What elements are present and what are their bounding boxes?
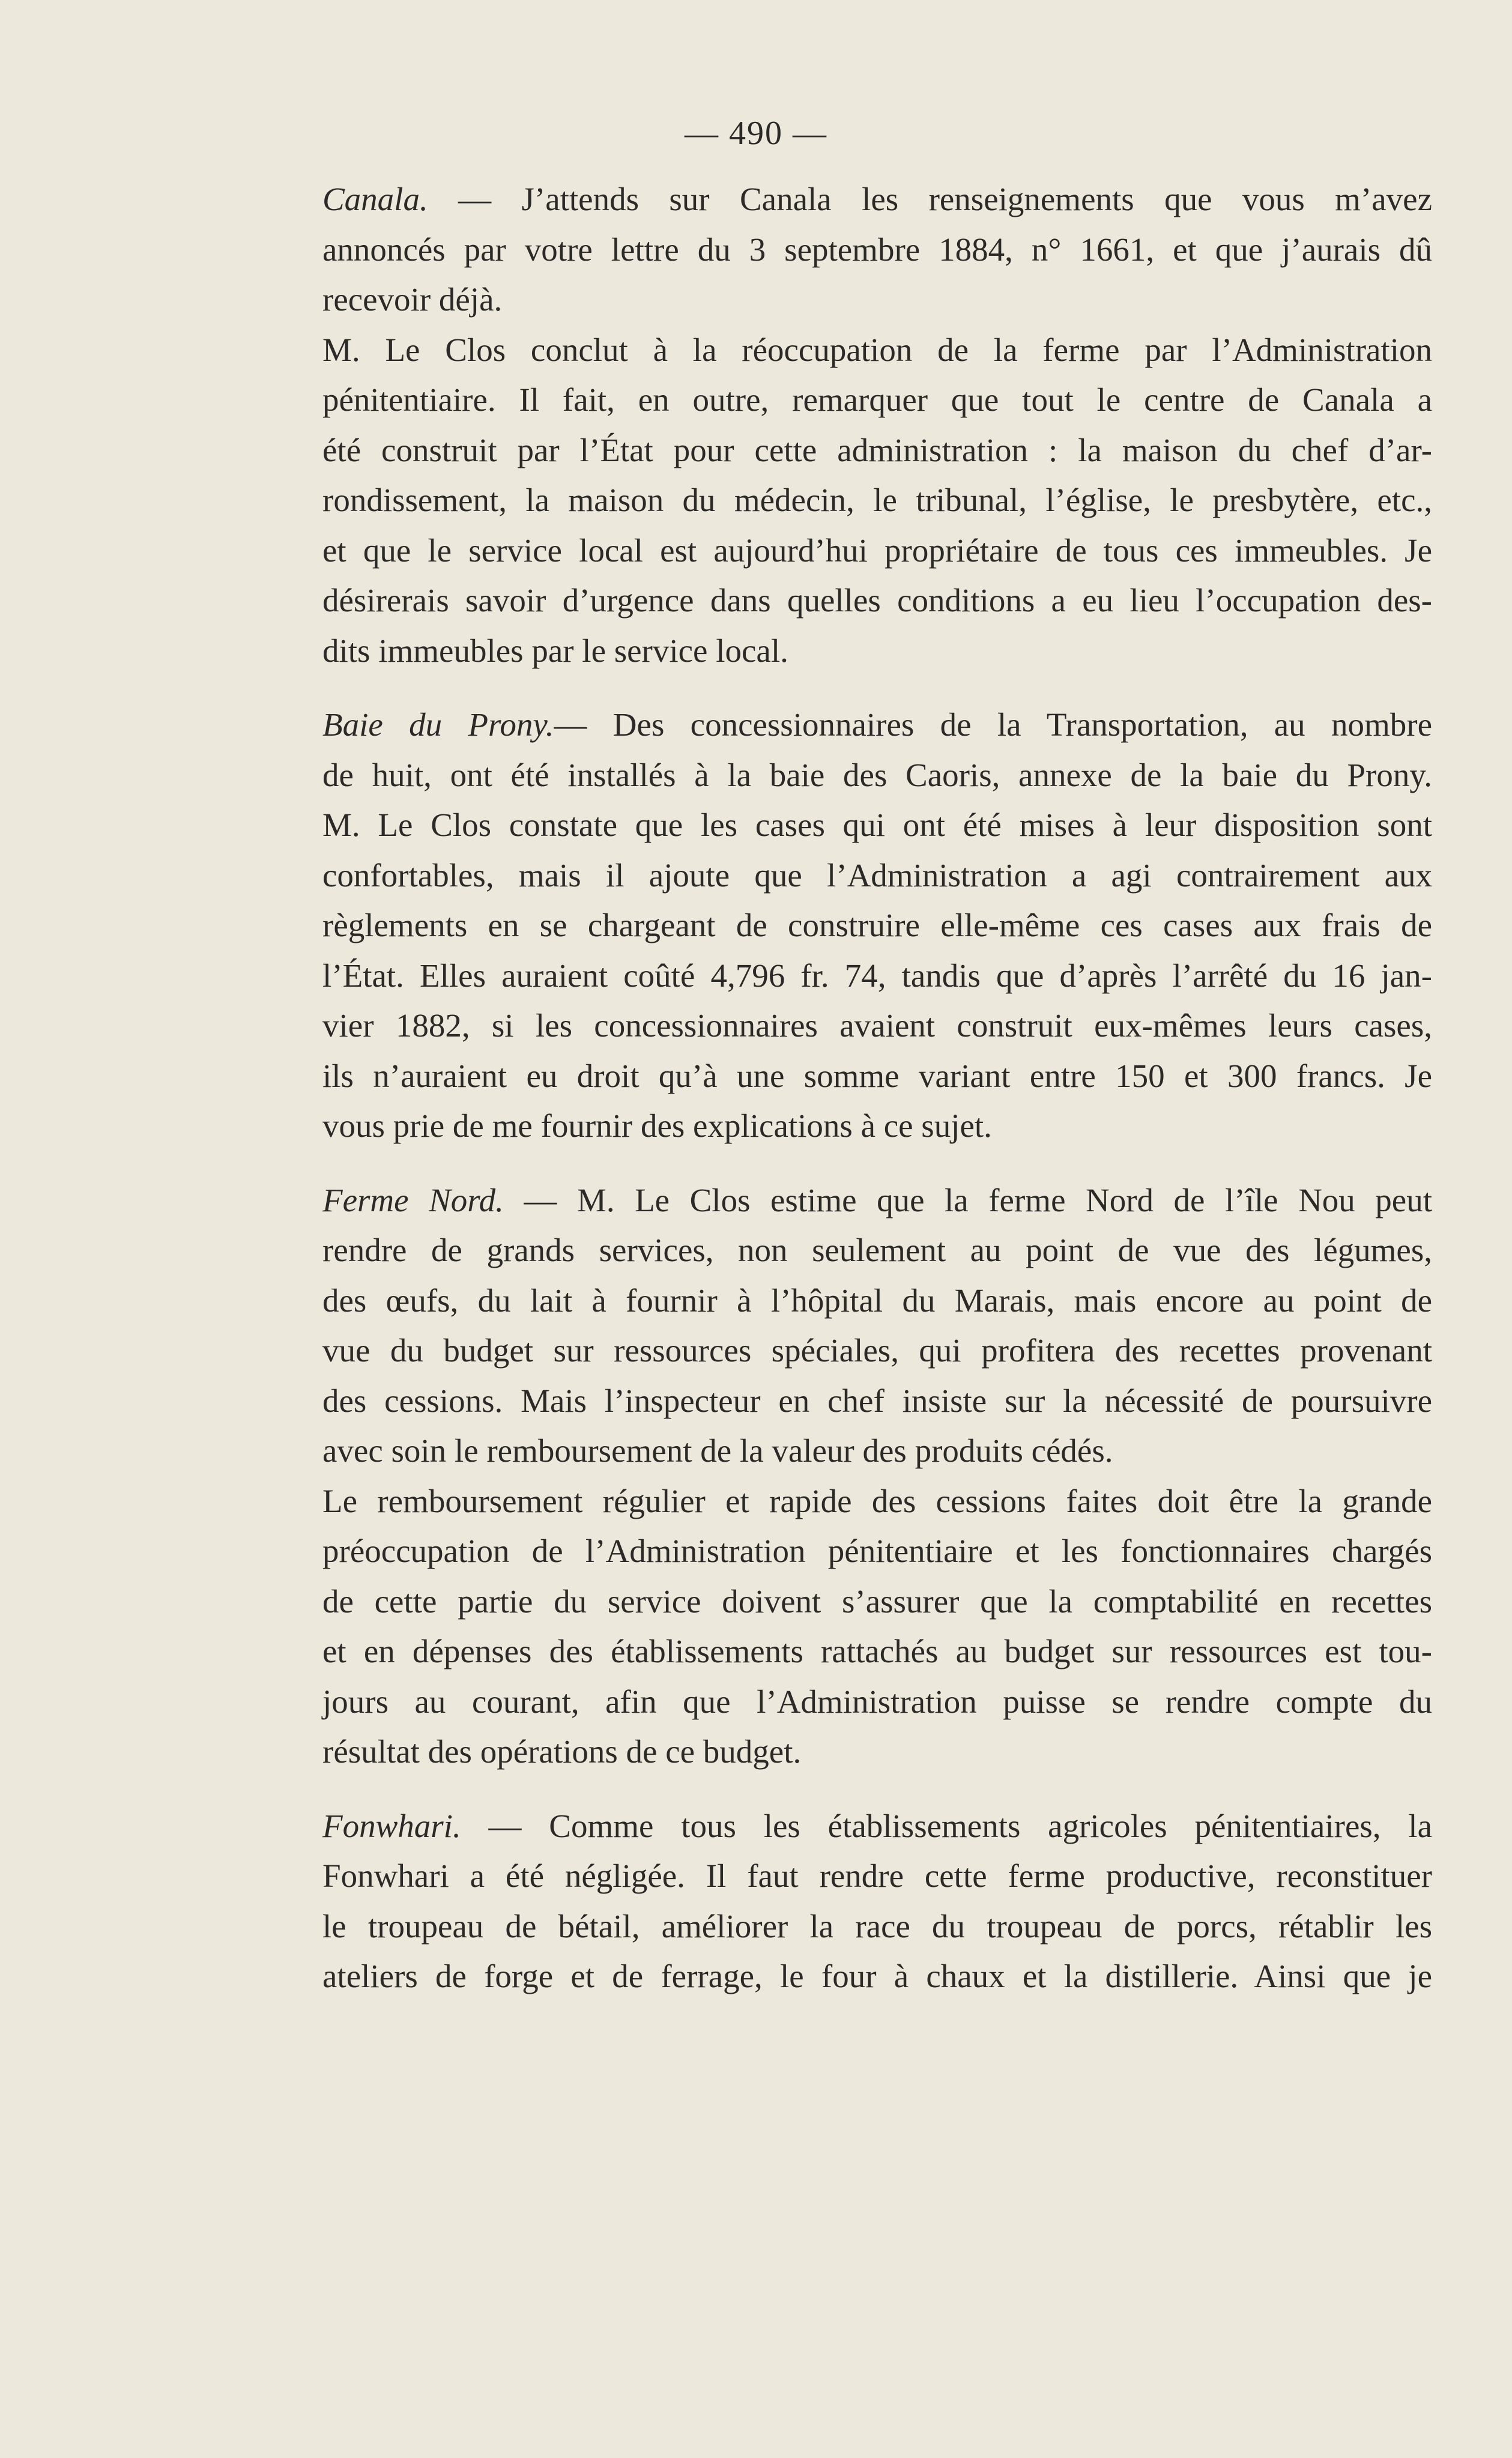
text-line: M. Le Clos constate que les cases qui ont été mises à leur disposition sont bbox=[322, 807, 1432, 843]
text-line: pénitentiaire. Il fait, en outre, remarquer que tout le centre de Canala a bbox=[322, 381, 1432, 418]
text-line: ateliers de forge et de ferrage, le four à chaux et la distillerie. Ainsi que je bbox=[322, 1958, 1432, 1994]
text-line: de cette partie du service doivent s’assurer que la comptabilité en recettes bbox=[322, 1582, 1432, 1620]
paragraph-ferme-nord-2 bbox=[279, 1476, 1432, 1777]
text-line: dits immeubles par le service local. bbox=[322, 632, 788, 669]
text-line: recevoir déjà. bbox=[322, 281, 503, 318]
section-lead-baie-du-prony: Baie du Prony. bbox=[322, 706, 554, 743]
text-line: ils n’auraient eu droit qu’à une somme variant entre 150 et 300 francs. Je bbox=[322, 1057, 1432, 1094]
text-line: vue du budget sur ressources spéciales, qui profitera des recettes provenant bbox=[322, 1332, 1432, 1369]
text-line: été construit par l’État pour cette administration : la maison du chef d’ar- bbox=[322, 431, 1432, 468]
paragraph-canala-1 bbox=[279, 174, 1432, 325]
section-lead-canala: Canala. bbox=[322, 181, 428, 217]
text-line: vous prie de me fournir des explications à ce sujet. bbox=[322, 1107, 992, 1144]
text-run: — Comme tous les établissements agricoles pénitentiaires, la bbox=[461, 1807, 1432, 1844]
text-line bbox=[279, 700, 1432, 750]
page-number: — 490 — bbox=[685, 115, 827, 152]
text-line: annoncés par votre lettre du 3 septembre 1884, n° 1661, et que j’aurais dû bbox=[322, 231, 1432, 268]
paragraph-ferme-nord-1 bbox=[279, 1175, 1432, 1476]
text-line: des œufs, du lait à fournir à l’hôpital du Marais, mais encore au point de bbox=[322, 1282, 1432, 1319]
paragraph-canala-2 bbox=[279, 325, 1432, 676]
paragraph-fonwhari bbox=[279, 1801, 1432, 2002]
text-line bbox=[279, 174, 1432, 225]
text-line: Fonwhari a été négligée. Il faut rendre cette ferme productive, reconstituer bbox=[322, 1857, 1432, 1894]
text-line: désirerais savoir d’urgence dans quelles conditions a eu lieu l’occupation des- bbox=[322, 582, 1432, 619]
text-line: Le remboursement régulier et rapide des cessions faites doit être la grande bbox=[322, 1482, 1432, 1519]
paragraph-baie-du-prony bbox=[279, 700, 1432, 1151]
text-line bbox=[279, 1801, 1432, 1851]
text-line: vier 1882, si les concessionnaires avaient construit eux-mêmes leurs cases, bbox=[322, 1007, 1432, 1044]
text-line: l’État. Elles auraient coûté 4,796 fr. 74, tandis que d’après l’arrêté du 16 jan- bbox=[322, 957, 1432, 994]
text-line: des cessions. Mais l’inspecteur en chef insiste sur la nécessité de poursuivre bbox=[322, 1382, 1432, 1419]
text-line: rendre de grands services, non seulement au point de vue des légumes, bbox=[322, 1232, 1432, 1268]
section-lead-fonwhari: Fonwhari. bbox=[322, 1807, 461, 1844]
section-lead-ferme-nord: Ferme Nord. bbox=[322, 1181, 504, 1218]
text-line: et que le service local est aujourd’hui propriétaire de tous ces immeubles. Je bbox=[322, 531, 1432, 569]
text-line: jours au courant, afin que l’Administration puisse se rendre compte du bbox=[322, 1683, 1432, 1720]
text-run: — J’attends sur Canala les renseignements que vous m’avez bbox=[428, 181, 1432, 217]
text-line: de huit, ont été installés à la baie des Caoris, annexe de la baie du Prony. bbox=[322, 756, 1432, 793]
text-line: et en dépenses des établissements rattachés au budget sur ressources est tou- bbox=[322, 1633, 1432, 1669]
text-run: — Des concessionnaires de la Transportation, au nombre bbox=[554, 706, 1432, 743]
text-line bbox=[279, 1175, 1432, 1226]
text-line: résultat des opérations de ce budget. bbox=[322, 1733, 802, 1770]
body-text bbox=[279, 174, 1432, 2002]
text-line: confortables, mais il ajoute que l’Administration a agi contrairement aux bbox=[322, 856, 1432, 894]
text-line: règlements en se chargeant de construire elle-même ces cases aux frais de bbox=[322, 907, 1432, 943]
text-line: préoccupation de l’Administration pénitentiaire et les fonctionnaires chargés bbox=[322, 1533, 1432, 1569]
text-line: M. Le Clos conclut à la réoccupation de la ferme par l’Administration bbox=[322, 331, 1432, 368]
text-line: avec soin le remboursement de la valeur des produits cédés. bbox=[322, 1432, 1113, 1469]
text-run: — M. Le Clos estime que la ferme Nord de l’île Nou peut bbox=[503, 1181, 1433, 1218]
text-line: le troupeau de bétail, améliorer la race du troupeau de porcs, rétablir les bbox=[322, 1907, 1432, 1945]
text-line: rondissement, la maison du médecin, le tribunal, l’église, le presbytère, etc., bbox=[322, 482, 1432, 518]
